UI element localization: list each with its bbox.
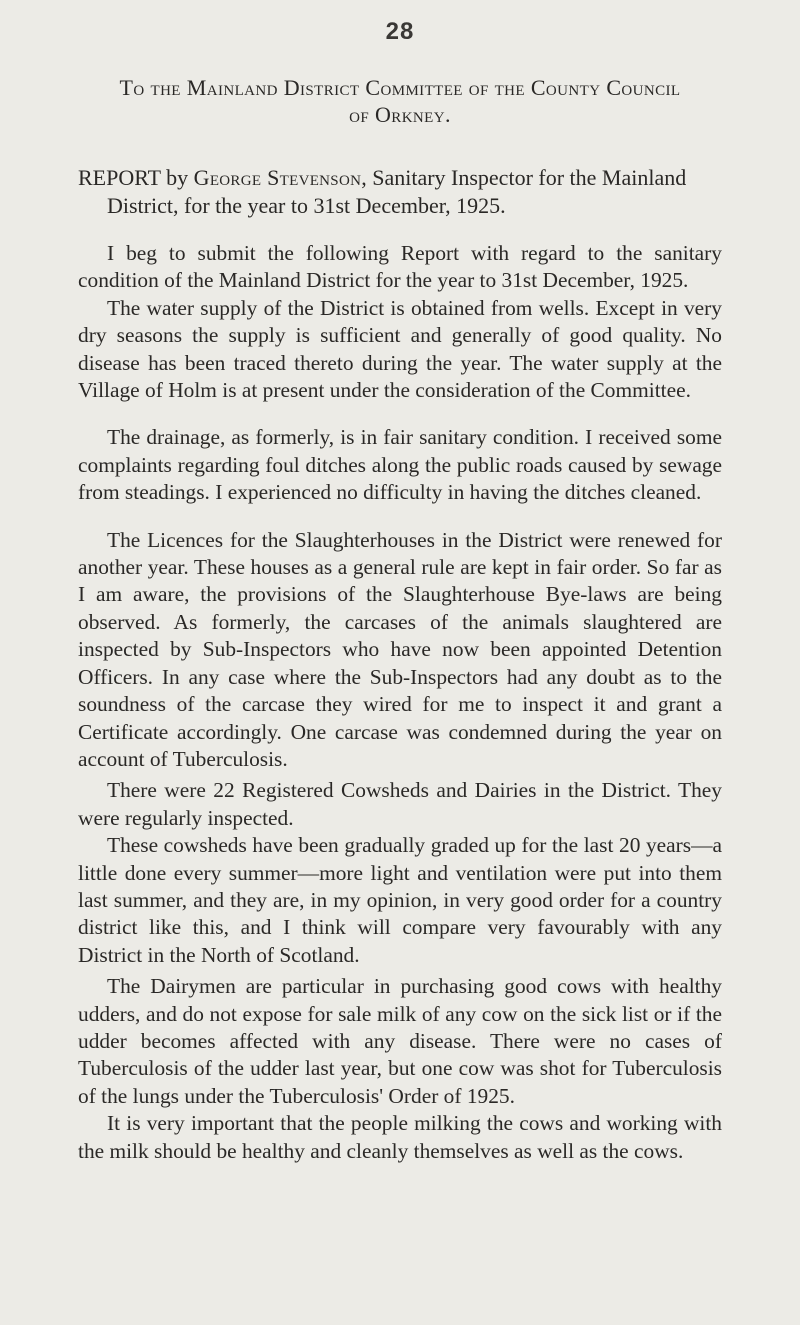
report-heading [78,74,722,128]
paragraph-drainage: The drainage, as formerly, is in fair sanitary condition. I received some complaints regarding foul ditches along the public roads caused by sewage from steadings. I experienced no difficulty in having the ditches cleaned. [78,425,722,505]
heading-line-1: To the Mainland District Committee of the County Council [119,75,681,100]
paragraph-milk-workers: It is very important that the people milking the cows and working with the milk should be healthy and cleanly themselves as well as the cows. [78,1111,722,1163]
paragraph-water-supply: The water supply of the District is obtained from wells. Except in very dry seasons the supply is sufficient and generally of good quality. No disease has been traced thereto during the year. The water supply at the Village of Holm is at present under the consideration of the Committee. [78,295,722,403]
report-intro-prefix: REPORT by [78,165,194,190]
report-author: George Stevenson [193,165,362,190]
heading-line-2: of Orkney. [349,102,451,127]
report-intro [78,164,722,220]
paragraph-dairymen: The Dairymen are particular in purchasing good cows with healthy udders, and do not expose for sale milk of any cow on the sick list or if the udder becomes affected with any disease. There were no cases of Tuberculosis of the udder last year, but one cow was shot for Tuberculosis of the lungs under the Tuberculosis' Order of 1925. [78,974,722,1108]
paragraph-cowsheds-grading: These cowsheds have been gradually graded up for the last 20 years—a little done every summer—more light and ventilation were put into them last summer, and they are, in my opinion, in very good order for a country district like this, and I think will compare very favourably with any District in the North of Scotland. [78,833,722,967]
paragraph-submission: I beg to submit the following Report with regard to the sanitary condition of the Mainland District for the year to 31st December, 1925. [78,241,722,293]
paragraph-cowsheds-count: There were 22 Registered Cowsheds and Dairies in the District. They were regularly inspected. [78,778,722,830]
page-number: 28 [385,18,415,45]
report-intro-suffix: , Sanitary Inspector for the Mainland District, for the year to 31st December, 1925. [107,165,687,218]
paragraph-slaughterhouses: The Licences for the Slaughterhouses in the District were renewed for another year. These houses as a general rule are kept in fair order. So far as I am aware, the provisions of the Slaughterhouse Bye-laws are being observed. As formerly, the carcases of the animals slaughtered are inspected by Sub-Inspectors who have now been appointed Detention Officers. In any case where the Sub-Inspectors had any doubt as to the soundness of the carcase they wired for me to inspect it and grant a Certificate accordingly. One carcase was condemned during the year on account of Tuberculosis. [78,527,722,771]
